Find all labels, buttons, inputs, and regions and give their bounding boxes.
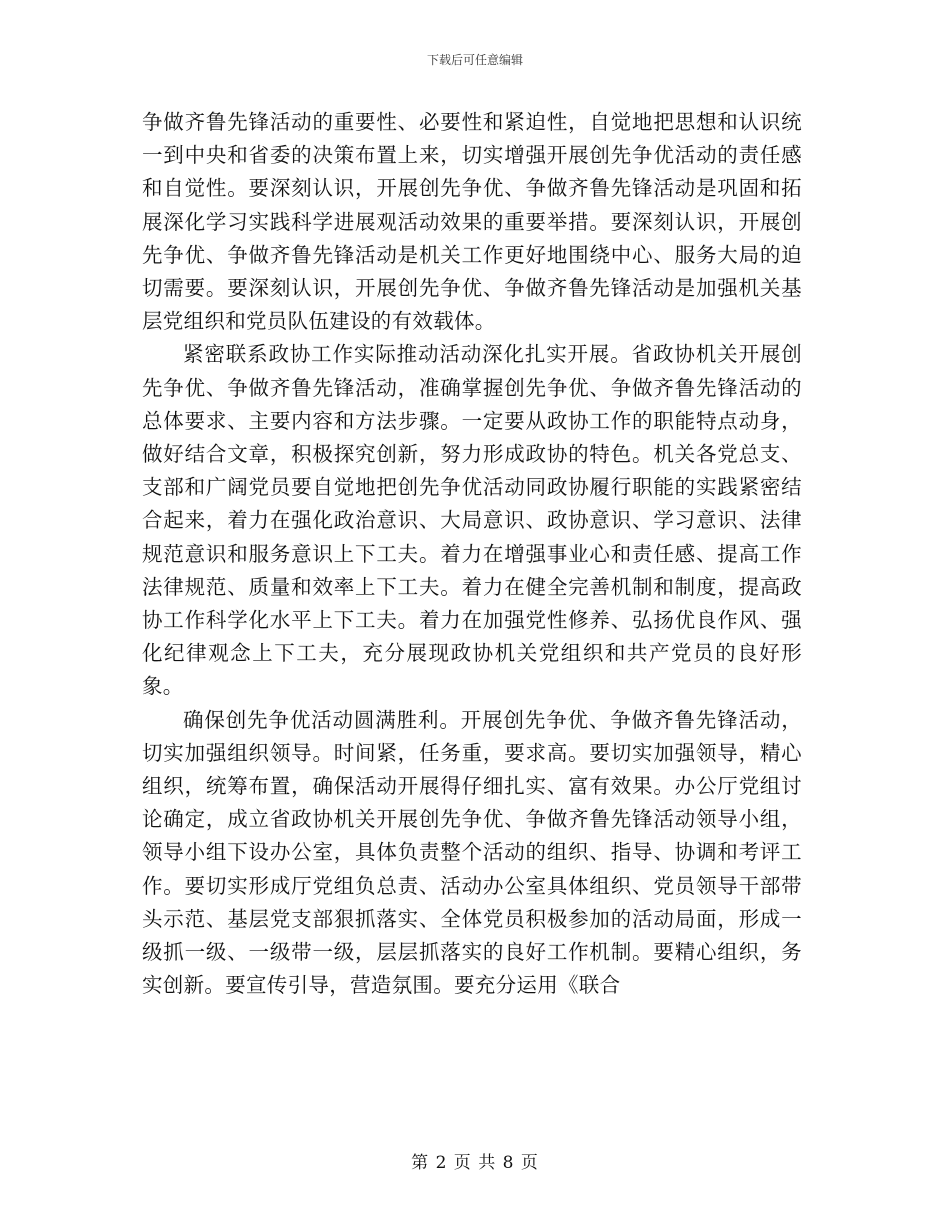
paragraph-3: 确保创先争优活动圆满胜利。开展创先争优、争做齐鲁先锋活动，切实加强组织领导。时间紧，任务重，要求高。要切实加强领导，精心组织，统筹布置，确保活动开展得仔细扎实、富有效果。办公厅党组讨论确定，成立省政协机关开展创先争优、争做齐鲁先锋活动领导小组，领导小组下设办公室，具体负责整个活动的组织、指导、协调和考评工作。要切实形成厅党组负总责、活动办公室具体组织、党员领导干部带头示范、基层党支部狠抓落实、全体党员积极参加的活动局面，形成一级抓一级、一级带一级，层层抓落实的良好工作机制。要精心组织，务实创新。要宣传引导，营造氛围。要充分运用《联合 xyxy=(142,707,802,998)
document-body xyxy=(142,106,802,1002)
paragraph-2: 紧密联系政协工作实际推动活动深化扎实开展。省政协机关开展创先争优、争做齐鲁先锋活动，准确掌握创先争优、争做齐鲁先锋活动的总体要求、主要内容和方法步骤。一定要从政协工作的职能特点动身，做好结合文章，积极探究创新，努力形成政协的特色。机关各党总支、支部和广阔党员要自觉地把创先争优活动同政协履行职能的实践紧密结合起来，着力在强化政治意识、大局意识、政协意识、学习意识、法律规范意识和服务意识上下工夫。着力在增强事业心和责任感、提高工作法律规范、质量和效率上下工夫。着力在健全完善机制和制度，提高政协工作科学化水平上下工夫。着力在加强党性修养、弘扬优良作风、强化纪律观念上下工夫，充分展现政协机关党组织和共产党员的良好形象。 xyxy=(142,342,802,699)
page-number-footer: 第 2 页 共 8 页 xyxy=(411,1153,539,1173)
paragraph-1: 争做齐鲁先锋活动的重要性、必要性和紧迫性，自觉地把思想和认识统一到中央和省委的决策布置上来，切实增强开展创先争优活动的责任感和自觉性。要深刻认识，开展创先争优、争做齐鲁先锋活动是巩固和拓展深化学习实践科学进展观活动效果的重要举措。要深刻认识，开展创先争优、争做齐鲁先锋活动是机关工作更好地围绕中心、服务大局的迫切需要。要深刻认识，开展创先争优、争做齐鲁先锋活动是加强机关基层党组织和党员队伍建设的有效载体。 xyxy=(142,110,802,334)
page-header: 下载后可任意编辑 xyxy=(426,53,523,67)
